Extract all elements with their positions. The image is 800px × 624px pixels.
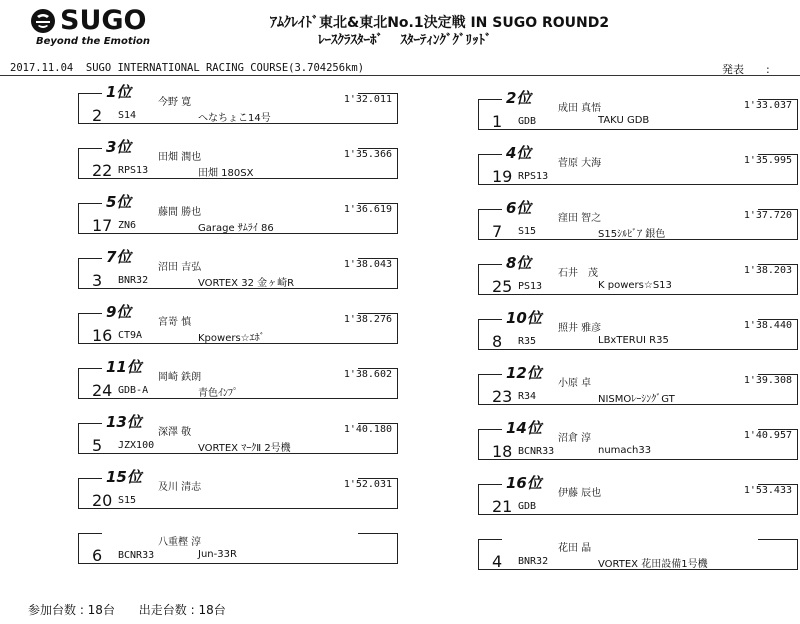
team-name: 青色ｲﾝﾌﾟ	[198, 388, 238, 399]
driver-name: 伊藤 辰也	[558, 488, 602, 499]
event-title: ｱﾑｸﾚｲﾄﾞ東北&東北No.1決定戦 IN SUGO ROUND2	[270, 15, 610, 31]
qualifying-time: 1'38.276	[343, 314, 392, 325]
grid-slot	[78, 358, 398, 400]
car-number: 19	[492, 167, 513, 186]
grid-slot	[478, 144, 798, 186]
driver-name: 沼倉 淳	[558, 433, 592, 444]
grid-slot	[78, 83, 398, 125]
qualifying-time: 1'39.308	[743, 375, 792, 386]
grid-position: 7位	[106, 248, 132, 266]
driver-name: 成田 真悟	[558, 103, 602, 114]
car-number: 25	[492, 277, 513, 296]
car-model: JZX100	[118, 440, 155, 451]
course-name: SUGO INTERNATIONAL RACING COURSE(3.704256km)	[85, 62, 365, 74]
grid-slot	[78, 248, 398, 290]
qualifying-time: 1'35.995	[743, 155, 792, 166]
grid-position: 6位	[506, 199, 532, 217]
qualifying-time: 1'35.366	[343, 149, 392, 160]
car-model: S15	[118, 495, 137, 506]
grid-slot	[78, 138, 398, 180]
grid-slot	[478, 89, 798, 131]
car-number: 1	[492, 112, 503, 131]
car-model: GDB-A	[118, 385, 149, 396]
logo-brand: SUGO	[60, 5, 147, 36]
driver-name: 田畑 潤也	[158, 152, 202, 163]
car-model: ZN6	[118, 220, 137, 231]
grid-slot	[78, 193, 398, 235]
team-name: へなちょこ14号	[198, 113, 271, 124]
grid-slot	[478, 474, 798, 516]
event-date: 2017.11.04	[10, 62, 74, 74]
car-model: S14	[118, 110, 137, 121]
car-model: BCNR33	[518, 446, 555, 457]
car-number: 7	[492, 222, 503, 241]
car-number: 18	[492, 442, 513, 461]
car-model: BNR32	[518, 556, 549, 567]
car-number: 4	[492, 552, 503, 571]
driver-name: 石井 茂	[558, 268, 598, 279]
qualifying-time: 1'33.037	[743, 100, 792, 111]
driver-name: 菅原 大海	[558, 158, 602, 169]
grid-position: 13位	[106, 413, 142, 431]
sugo-emblem-icon	[30, 8, 56, 34]
car-number: 17	[92, 216, 113, 235]
driver-name: 照井 雅彦	[558, 323, 602, 334]
grid-slot	[478, 309, 798, 351]
driver-name: 小原 卓	[558, 378, 592, 389]
qualifying-time: 1'38.602	[343, 369, 392, 380]
grid-position: 1位	[106, 83, 132, 101]
qualifying-time: 1'32.011	[343, 94, 392, 105]
car-number: 2	[92, 106, 103, 125]
car-model: RPS13	[118, 165, 149, 176]
grid-position: 4位	[506, 144, 532, 162]
starters-count: 出走台数 : 18台	[138, 603, 226, 617]
grid-slot	[478, 419, 798, 461]
team-name: Kpowers☆ｴﾎﾞ	[198, 333, 265, 344]
car-model: PS13	[518, 281, 543, 292]
qualifying-time: 1'40.957	[743, 430, 792, 441]
qualifying-time: 1'38.203	[743, 265, 792, 276]
driver-name: 藤間 勝也	[158, 207, 202, 218]
qualifying-time: 1'37.720	[743, 210, 792, 221]
car-number: 5	[92, 436, 103, 455]
grid-position: 10位	[506, 309, 542, 327]
sugo-logo	[30, 5, 151, 50]
grid-slot	[478, 539, 798, 571]
team-name: LBxTERUI R35	[598, 335, 669, 346]
grid-slot	[478, 254, 798, 296]
document-subtitle: ﾚｰｽｸﾗｽﾀｰﾎﾞ ｽﾀｰﾃｨﾝｸﾞｸﾞﾘｯﾄﾞ	[318, 33, 492, 48]
car-number: 6	[92, 546, 103, 565]
grid-slot	[78, 303, 398, 345]
driver-name: 岡崎 鉄朗	[158, 372, 202, 383]
grid-slot	[478, 364, 798, 406]
driver-name: 宮嵜 慎	[158, 317, 192, 328]
car-number: 24	[92, 381, 113, 400]
grid-position: 2位	[506, 89, 532, 107]
driver-name: 沼田 吉弘	[158, 262, 202, 273]
team-name: 田畑 180SX	[198, 168, 254, 179]
grid-position: 16位	[506, 474, 542, 492]
grid-slot	[78, 413, 398, 455]
entries-count: 参加台数 : 18台	[28, 603, 115, 617]
team-name: VORTEX 32 金ヶ崎R	[198, 278, 295, 289]
qualifying-time: 1'52.031	[343, 479, 392, 490]
meta-line	[10, 62, 364, 74]
team-name: S15ｼﾙﾋﾞｱ 銀色	[598, 229, 666, 240]
team-name: TAKU GDB	[598, 115, 650, 126]
qualifying-time: 1'38.440	[743, 320, 792, 331]
driver-name: 花田 晶	[558, 543, 592, 554]
grid-position: 11位	[106, 358, 142, 376]
header-divider	[0, 75, 800, 76]
announce-label: 発表 :	[722, 63, 770, 76]
team-name: VORTEX ﾏｰｸⅡ 2号機	[198, 443, 291, 454]
team-name: Garage ｻﾑﾗｲ 86	[198, 223, 274, 234]
car-number: 20	[92, 491, 113, 510]
car-number: 8	[492, 332, 503, 351]
team-name: numach33	[598, 445, 652, 456]
qualifying-time: 1'40.180	[343, 424, 392, 435]
logo-tagline: Beyond the Emotion	[36, 36, 151, 47]
grid-slot	[78, 533, 398, 565]
grid-position: 15位	[106, 468, 142, 486]
car-model: S15	[518, 226, 537, 237]
car-model: CT9A	[118, 330, 143, 341]
grid-position: 5位	[106, 193, 132, 211]
car-model: BNR32	[118, 275, 149, 286]
car-model: R34	[518, 391, 537, 402]
car-number: 16	[92, 326, 113, 345]
car-model: R35	[518, 336, 537, 347]
grid-position: 12位	[506, 364, 542, 382]
grid-slot	[78, 468, 398, 510]
driver-name: 及川 清志	[158, 482, 202, 493]
team-name: Jun-33R	[198, 549, 237, 560]
grid-position: 8位	[506, 254, 532, 272]
grid-position: 9位	[106, 303, 132, 321]
qualifying-time: 1'36.619	[343, 204, 392, 215]
driver-name: 今野 寛	[158, 97, 192, 108]
footer	[28, 601, 246, 618]
driver-name: 八重樫 淳	[158, 537, 202, 548]
car-number: 22	[92, 161, 113, 180]
grid-position: 3位	[106, 138, 132, 156]
car-model: GDB	[518, 501, 537, 512]
team-name: K powers☆S13	[598, 280, 672, 291]
team-name: VORTEX 花田設備1号機	[598, 559, 708, 570]
driver-name: 深澤 敬	[158, 427, 192, 438]
car-number: 3	[92, 271, 103, 290]
car-number: 21	[492, 497, 513, 516]
qualifying-time: 1'38.043	[343, 259, 392, 270]
grid-position: 14位	[506, 419, 542, 437]
car-number: 23	[492, 387, 513, 406]
qualifying-time: 1'53.433	[743, 485, 792, 496]
car-model: GDB	[518, 116, 537, 127]
car-model: BCNR33	[118, 550, 155, 561]
team-name: NISMOﾚｰｼﾝｸﾞGT	[598, 394, 675, 405]
grid-slot	[478, 199, 798, 241]
driver-name: 窪田 智之	[558, 213, 602, 224]
car-model: RPS13	[518, 171, 549, 182]
